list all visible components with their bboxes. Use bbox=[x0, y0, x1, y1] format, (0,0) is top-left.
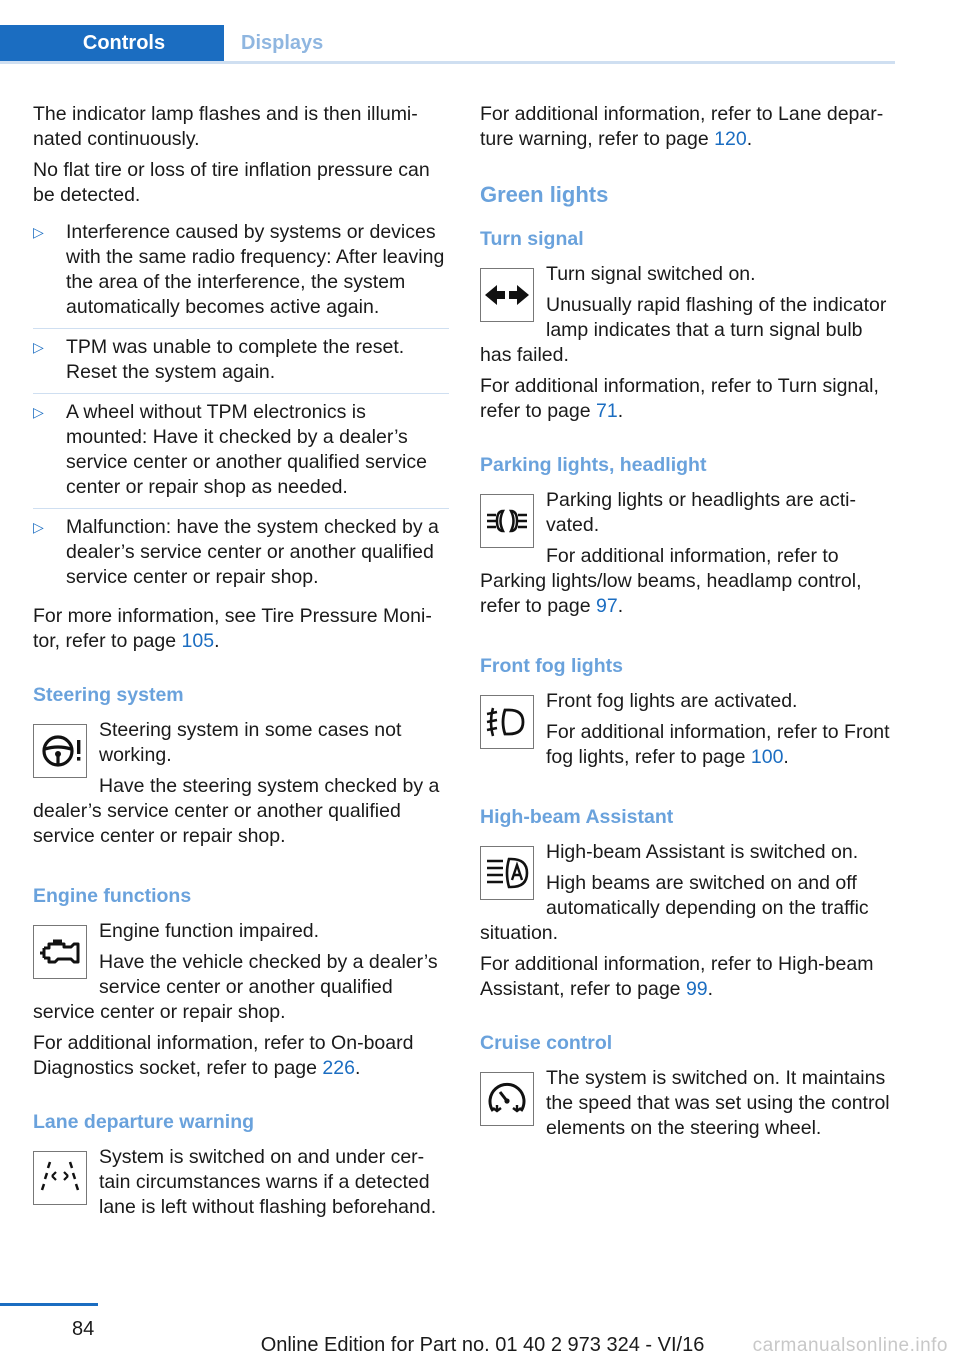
page-link-100[interactable]: 100 bbox=[750, 746, 784, 768]
steering-line2: Have the steering system checked by a dealer’s service center or another qualified service center or repair shop. bbox=[33, 775, 440, 847]
bullet-list bbox=[33, 214, 449, 598]
high-beam-assistant-icon bbox=[480, 846, 534, 900]
parking-block bbox=[480, 488, 898, 625]
front-fog-light-icon bbox=[480, 695, 534, 749]
lane-departure-icon bbox=[33, 1151, 87, 1205]
heading-green-lights: Green lights bbox=[480, 182, 609, 207]
fog-block bbox=[480, 689, 898, 776]
page-link-99[interactable]: 99 bbox=[685, 978, 708, 1000]
parking-lights-icon bbox=[480, 494, 534, 548]
list-item-text: Malfunction: have the system checked by a dealer’s service center or another qualified service center or repair shop. bbox=[66, 516, 439, 588]
heading-engine-functions: Engine functions bbox=[33, 885, 192, 907]
engine-block bbox=[33, 919, 449, 1031]
paragraph-parking-reference: For additional information, refer to Parking lights/low beams, headlamp control, refer to page 97. bbox=[480, 545, 862, 617]
heading-steering-system: Steering system bbox=[33, 684, 184, 706]
highbeam-block bbox=[480, 840, 898, 952]
fog-line1: Front fog lights are activated. bbox=[546, 690, 798, 712]
heading-lane-departure: Lane departure warning bbox=[33, 1111, 255, 1133]
steering-block bbox=[33, 718, 449, 855]
page-link-105[interactable]: 105 bbox=[181, 630, 215, 652]
left-column bbox=[33, 102, 449, 1226]
cruise-control-icon bbox=[480, 1072, 534, 1126]
paragraph-indicator-lamp: The indicator lamp flashes and is then illuminated continuously. bbox=[33, 103, 418, 150]
turn-line1: Turn signal switched on. bbox=[546, 263, 756, 285]
list-item bbox=[33, 394, 449, 509]
turn-signal-arrows-icon bbox=[480, 268, 534, 322]
list-item bbox=[33, 509, 449, 598]
highbeam-line2: High beams are switched on and off automatically depending on the traffic situation. bbox=[480, 872, 869, 944]
watermark: carmanualsonline.info bbox=[752, 1335, 948, 1356]
paragraph-tpm-reference: For more information, see Tire Pressure Monitor, refer to page 105. bbox=[33, 605, 432, 652]
paragraph-engine-reference: For additional information, refer to On-board Diagnostics socket, refer to page 226. bbox=[33, 1032, 414, 1079]
paragraph-turn-reference: For additional information, refer to Turn signal, refer to page 71. bbox=[480, 375, 879, 422]
bullet-marker-icon: ▷ bbox=[33, 339, 44, 355]
turn-line2: Unusually rapid flashing of the indicator lamp indicates that a turn signal bulb has failed. bbox=[480, 294, 887, 366]
paragraph-lane-reference: For additional information, refer to Lane departure warning, refer to page 120. bbox=[480, 103, 884, 150]
engine-line2: Have the vehicle checked by a dealer’s service center or another qualified service center or repair shop. bbox=[33, 951, 438, 1023]
heading-high-beam-assistant: High-beam Assistant bbox=[480, 806, 674, 828]
cruise-block bbox=[480, 1066, 898, 1147]
cruise-line1: The system is switched on. It maintains the speed that was set using the control elements on the steering wheel. bbox=[546, 1067, 890, 1139]
paragraph-highbeam-reference: For additional information, refer to High-beam Assistant, refer to page 99. bbox=[480, 953, 874, 1000]
paragraph-fog-reference: For additional information, refer to Front fog lights, refer to page 100. bbox=[546, 721, 890, 768]
chapter-tabs bbox=[0, 25, 895, 64]
list-item-text: A wheel without TPM electronics is mounted: Have it checked by a dealer’s service center or another qualified service center or repair shop as needed. bbox=[66, 401, 427, 498]
engine-line1: Engine function impaired. bbox=[99, 920, 320, 942]
turn-signal-block bbox=[480, 262, 898, 374]
page-link-226[interactable]: 226 bbox=[322, 1057, 355, 1079]
list-item-text: Interference caused by systems or devices with the same radio frequency: After leaving the area of the interference, the system automatically becomes active again. bbox=[66, 221, 445, 318]
parking-line1: Parking lights or headlights are activated. bbox=[546, 489, 856, 536]
lane-line1: System is switched on and under certain circumstances warns if a detected lane is left without flashing beforehand. bbox=[99, 1146, 437, 1218]
page-number-rule bbox=[0, 1303, 98, 1306]
tab-controls[interactable]: Controls bbox=[0, 25, 224, 61]
heading-parking-lights: Parking lights, headlight bbox=[480, 454, 707, 476]
heading-turn-signal: Turn signal bbox=[480, 228, 584, 250]
list-item bbox=[33, 329, 449, 394]
highbeam-line1: High-beam Assistant is switched on. bbox=[546, 841, 859, 863]
paragraph-no-flat-tire: No flat tire or loss of tire inflation pressure can be detected. bbox=[33, 159, 430, 206]
right-column bbox=[480, 102, 898, 1147]
check-engine-icon bbox=[33, 925, 87, 979]
page-link-120[interactable]: 120 bbox=[714, 128, 747, 150]
heading-cruise-control: Cruise control bbox=[480, 1032, 613, 1054]
list-item-text: TPM was unable to complete the reset. Reset the system again. bbox=[66, 336, 405, 383]
edition-footer: Online Edition for Part no. 01 40 2 973 324 - VI/16 bbox=[260, 1334, 705, 1356]
bullet-marker-icon: ▷ bbox=[33, 519, 44, 535]
bullet-marker-icon: ▷ bbox=[33, 404, 44, 420]
list-item bbox=[33, 214, 449, 329]
steering-wheel-warning-icon bbox=[33, 724, 87, 778]
tab-displays[interactable]: Displays bbox=[241, 31, 324, 54]
lane-block bbox=[33, 1145, 449, 1226]
page-link-71[interactable]: 71 bbox=[596, 400, 618, 422]
bullet-marker-icon: ▷ bbox=[33, 224, 44, 240]
page-link-97[interactable]: 97 bbox=[596, 595, 618, 617]
page-number: 84 bbox=[72, 1318, 95, 1340]
steering-line1: Steering system in some cases not working. bbox=[99, 719, 402, 766]
heading-front-fog-lights: Front fog lights bbox=[480, 655, 623, 677]
